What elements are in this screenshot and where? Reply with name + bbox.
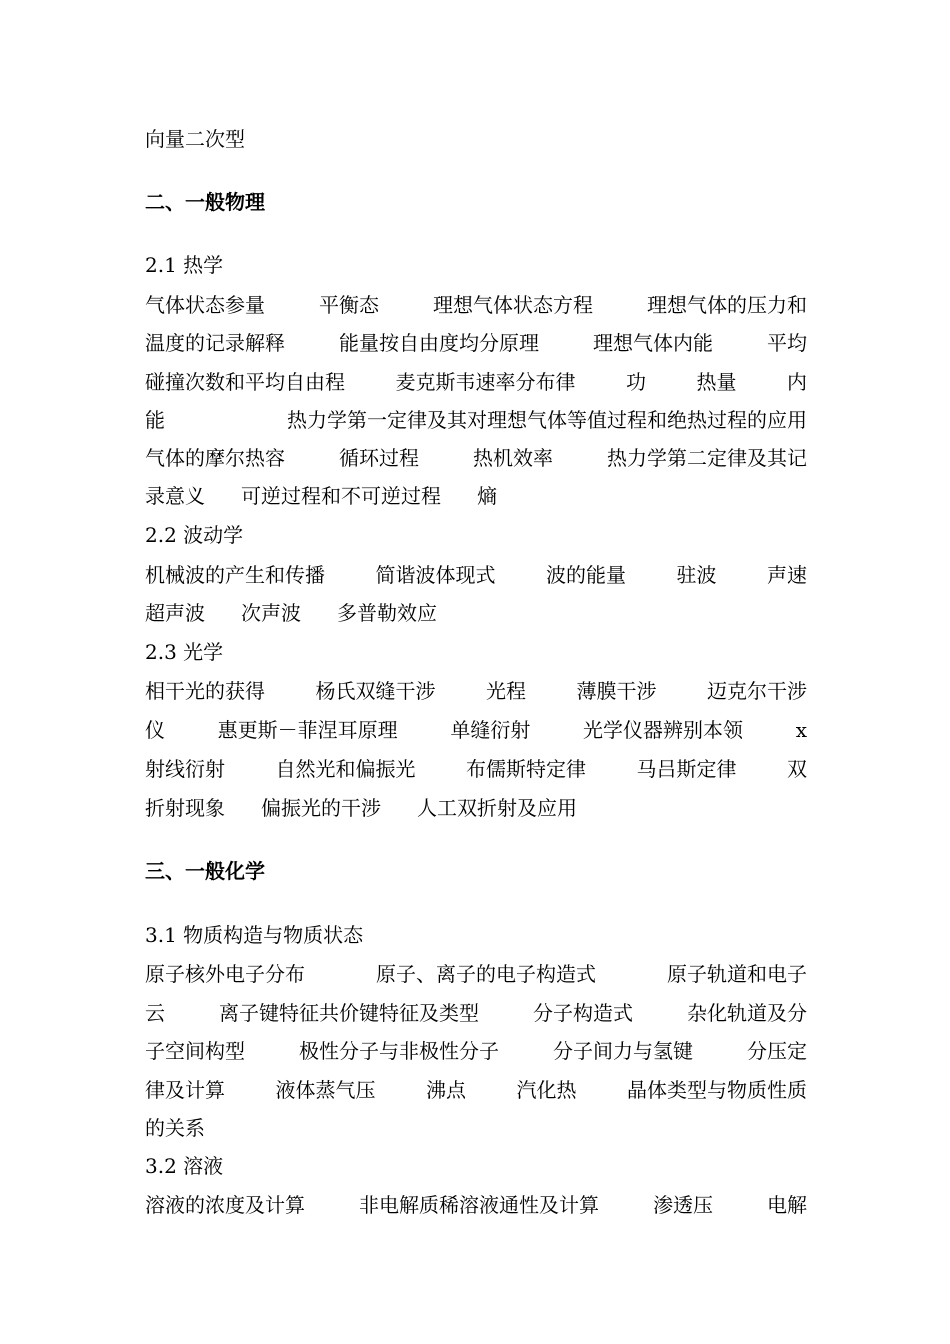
term: 马吕斯定律 <box>636 757 737 781</box>
text-line <box>145 676 807 706</box>
term: 3.2 溶液 <box>145 1154 224 1178</box>
term: 光学仪器辨别本领 <box>583 718 744 742</box>
text-line <box>145 715 807 745</box>
term: 可逆过程和不可逆过程 <box>241 484 441 508</box>
term: 机械波的产生和传播 <box>145 563 325 587</box>
term: 极性分子与非极性分子 <box>299 1039 499 1063</box>
term: 的关系 <box>145 1116 205 1140</box>
term: 3.1 物质构造与物质状态 <box>145 923 364 947</box>
text-line <box>145 405 807 435</box>
term: 相干光的获得 <box>145 679 265 703</box>
term: 双 <box>787 757 807 781</box>
term: 沸点 <box>426 1078 466 1102</box>
text-line <box>145 1075 807 1105</box>
text-line <box>145 443 807 473</box>
text-line <box>145 998 807 1028</box>
subsection-title <box>145 250 807 280</box>
term: 向量二次型 <box>145 127 245 151</box>
term: 温度的记录解释 <box>145 331 285 355</box>
term: 碰撞次数和平均自由程 <box>145 370 345 394</box>
text-line <box>145 1190 807 1220</box>
term: 2.1 热学 <box>145 253 224 277</box>
term: 分子间力与氢键 <box>553 1039 693 1063</box>
term: 功 <box>626 370 646 394</box>
term: 原子核外电子分布 <box>145 962 305 986</box>
term: 折射现象 <box>145 796 225 820</box>
term: 离子键特征共价键特征及类型 <box>219 1001 479 1025</box>
section-heading <box>145 856 807 886</box>
term: 子空间构型 <box>145 1039 245 1063</box>
term: 能量按自由度均分原理 <box>339 331 539 355</box>
term: 迈克尔干涉 <box>707 679 807 703</box>
text-line <box>145 1113 807 1143</box>
term: 非电解质稀溶液通性及计算 <box>359 1193 599 1217</box>
term: 分子构造式 <box>533 1001 633 1025</box>
subsection-title <box>145 920 807 950</box>
term: 三、一般化学 <box>145 859 265 883</box>
term: 热力学第二定律及其记 <box>607 446 807 470</box>
text-line <box>145 1036 807 1066</box>
term: 能 <box>145 408 165 432</box>
term: 光程 <box>486 679 526 703</box>
term: 仪 <box>145 718 165 742</box>
term: 原子、离子的电子构造式 <box>376 962 596 986</box>
term: 偏振光的干涉 <box>261 796 381 820</box>
term: 晶体类型与物质性质 <box>627 1078 807 1102</box>
term: 次声波 <box>241 601 301 625</box>
term: 录意义 <box>145 484 205 508</box>
term: 液体蒸气压 <box>275 1078 376 1102</box>
term: 多普勒效应 <box>337 601 437 625</box>
term: 人工双折射及应用 <box>417 796 577 820</box>
term: 气体状态参量 <box>145 293 265 317</box>
term: 理想气体内能 <box>593 331 713 355</box>
term: 原子轨道和电子 <box>667 962 807 986</box>
text-line <box>145 290 807 320</box>
term: 杂化轨道及分 <box>687 1001 807 1025</box>
term: 驻波 <box>676 563 717 587</box>
text-line <box>145 959 807 989</box>
text-line <box>145 560 807 590</box>
term: 2.3 光学 <box>145 640 224 664</box>
term: 分压定 <box>747 1039 807 1063</box>
term: 循环过程 <box>339 446 419 470</box>
text-line <box>145 328 807 358</box>
term: 内 <box>787 370 807 394</box>
term: 惠更斯－菲涅耳原理 <box>217 718 398 742</box>
term: 熵 <box>477 484 497 508</box>
term: 二、一般物理 <box>145 190 265 214</box>
term: 理想气体的压力和 <box>647 293 807 317</box>
term: 2.2 波动学 <box>145 523 244 547</box>
section-heading <box>145 187 807 217</box>
text-line <box>145 481 807 511</box>
term: 平均 <box>767 331 807 355</box>
text-line <box>145 793 807 823</box>
term: 波的能量 <box>546 563 626 587</box>
term: 电解 <box>767 1193 807 1217</box>
subsection-title <box>145 520 807 550</box>
term: 平衡态 <box>319 293 379 317</box>
term: 自然光和偏振光 <box>275 757 416 781</box>
text-line <box>145 124 807 154</box>
term: 理想气体状态方程 <box>433 293 593 317</box>
term: 麦克斯韦速率分布律 <box>395 370 576 394</box>
term: 汽化热 <box>516 1078 577 1102</box>
term: 律及计算 <box>145 1078 225 1102</box>
term: 布儒斯特定律 <box>466 757 586 781</box>
term: 杨氏双缝干涉 <box>315 679 436 703</box>
term: x <box>795 718 807 742</box>
term: 热量 <box>696 370 737 394</box>
term: 气体的摩尔热容 <box>145 446 285 470</box>
term: 云 <box>145 1001 165 1025</box>
subsection-title <box>145 637 807 667</box>
term: 热机效率 <box>473 446 553 470</box>
term: 单缝衍射 <box>450 718 531 742</box>
text-line <box>145 754 807 784</box>
term: 简谐波体现式 <box>375 563 496 587</box>
term: 射线衍射 <box>145 757 225 781</box>
subsection-title <box>145 1151 807 1181</box>
term: 溶液的浓度及计算 <box>145 1193 305 1217</box>
term: 超声波 <box>145 601 205 625</box>
term: 热力学第一定律及其对理想气体等值过程和绝热过程的应用 <box>287 408 807 432</box>
term: 声速 <box>767 563 807 587</box>
text-line <box>145 598 807 628</box>
term: 薄膜干涉 <box>576 679 657 703</box>
term: 渗透压 <box>653 1193 713 1217</box>
text-line <box>145 367 807 397</box>
